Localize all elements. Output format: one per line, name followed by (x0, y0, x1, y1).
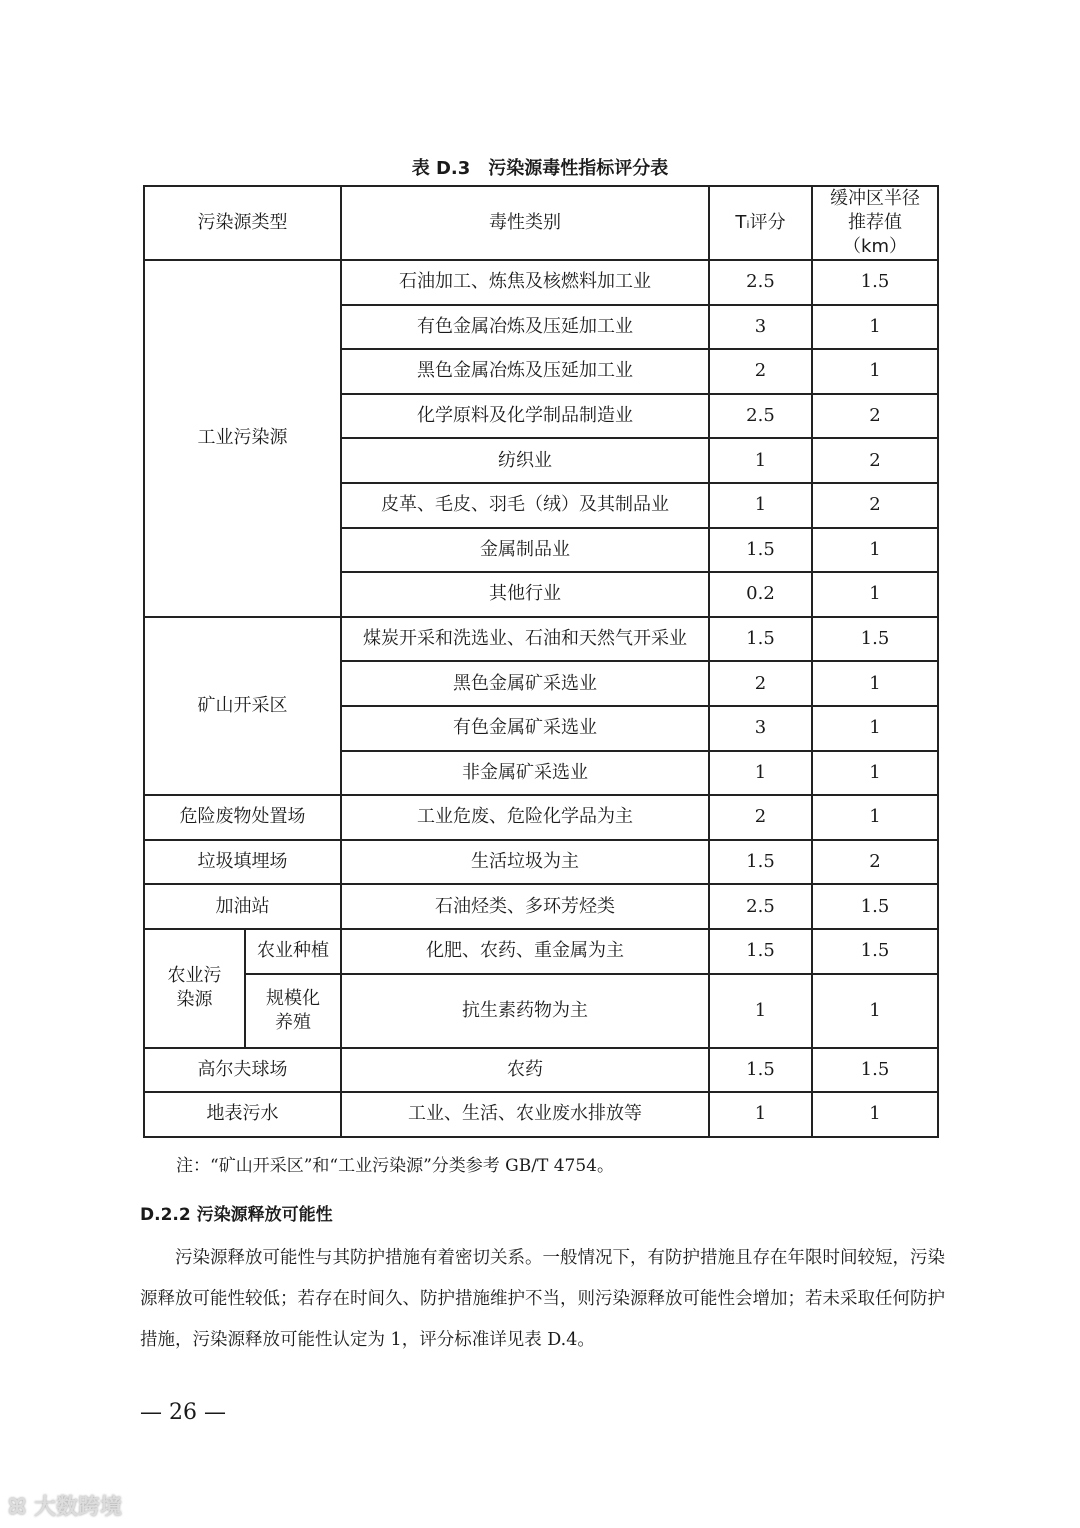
radius-cell: 2 (812, 438, 938, 483)
toxicity-cell: 工业、生活、农业废水排放等 (341, 1092, 709, 1137)
toxicity-cell: 皮革、毛皮、羽毛（绒）及其制品业 (341, 483, 709, 528)
radius-cell: 1 (812, 974, 938, 1048)
table-row (144, 795, 938, 840)
score-cell: 2.5 (709, 394, 812, 439)
score-cell: 1 (709, 1092, 812, 1137)
radius-cell: 2 (812, 483, 938, 528)
radius-cell: 2 (812, 394, 938, 439)
table-row (144, 974, 938, 1048)
section-heading: D.2.2 污染源释放可能性 (140, 1205, 333, 1225)
radius-cell: 1.5 (812, 617, 938, 662)
table-row (144, 260, 938, 305)
header-radius: 缓冲区半径推荐值（km） (812, 186, 938, 260)
toxicity-cell: 抗生素药物为主 (341, 974, 709, 1048)
toxicity-cell: 黑色金属冶炼及压延加工业 (341, 349, 709, 394)
radius-cell: 1.5 (812, 1048, 938, 1093)
source-subtype-cell: 农业种植 (245, 929, 341, 974)
toxicity-cell: 非金属矿采选业 (341, 751, 709, 796)
toxicity-cell: 化学原料及化学制品制造业 (341, 394, 709, 439)
toxicity-cell: 化肥、农药、重金属为主 (341, 929, 709, 974)
radius-cell: 1 (812, 795, 938, 840)
score-cell: 2 (709, 661, 812, 706)
radius-cell: 1 (812, 661, 938, 706)
source-type-cell: 矿山开采区 (144, 617, 341, 795)
toxicity-cell: 其他行业 (341, 572, 709, 617)
radius-cell: 1.5 (812, 260, 938, 305)
page-number: — 26 — (140, 1400, 226, 1425)
toxicity-cell: 有色金属冶炼及压延加工业 (341, 305, 709, 350)
table-row (144, 1092, 938, 1137)
score-cell: 2.5 (709, 260, 812, 305)
radius-cell: 1 (812, 528, 938, 573)
radius-cell: 1.5 (812, 929, 938, 974)
score-cell: 2.5 (709, 884, 812, 929)
toxicity-cell: 煤炭开采和洗选业、石油和天然气开采业 (341, 617, 709, 662)
radius-cell: 1 (812, 305, 938, 350)
table-row (144, 929, 938, 974)
toxicity-score-table (143, 185, 939, 1138)
radius-cell: 2 (812, 840, 938, 885)
score-cell: 2 (709, 795, 812, 840)
score-cell: 3 (709, 305, 812, 350)
source-type-cell: 高尔夫球场 (144, 1048, 341, 1093)
radius-cell: 1.5 (812, 884, 938, 929)
score-cell: 3 (709, 706, 812, 751)
toxicity-cell: 有色金属矿采选业 (341, 706, 709, 751)
header-type: 污染源类型 (144, 186, 341, 260)
score-cell: 1.5 (709, 617, 812, 662)
table-row (144, 884, 938, 929)
score-cell: 1.5 (709, 1048, 812, 1093)
header-score: Tᵢ评分 (709, 186, 812, 260)
score-cell: 1 (709, 438, 812, 483)
source-type-cell: 危险废物处置场 (144, 795, 341, 840)
table-row (144, 617, 938, 662)
radius-cell: 1 (812, 751, 938, 796)
body-paragraph: 污染源释放可能性与其防护措施有着密切关系。一般情况下，有防护措施且存在年限时间较短，污染源释放可能性较低；若存在时间久、防护措施维护不当，则污染源释放可能性会增加；若未采取任何防护措施，污染源释放可能性认定为 1，评分标准详见表 D.4。 (140, 1248, 945, 1350)
source-type-cell: 加油站 (144, 884, 341, 929)
source-subtype-cell: 规模化养殖 (245, 974, 341, 1048)
toxicity-cell: 黑色金属矿采选业 (341, 661, 709, 706)
toxicity-cell: 纺织业 (341, 438, 709, 483)
radius-cell: 1 (812, 1092, 938, 1137)
toxicity-cell: 生活垃圾为主 (341, 840, 709, 885)
table-row (144, 1048, 938, 1093)
score-cell: 1 (709, 974, 812, 1048)
toxicity-cell: 农药 (341, 1048, 709, 1093)
score-cell: 1.5 (709, 840, 812, 885)
toxicity-cell: 石油烃类、多环芳烃类 (341, 884, 709, 929)
source-type-cell: 农业污染源 (144, 929, 245, 1048)
source-type-cell: 工业污染源 (144, 260, 341, 617)
watermark-text: 大数跨境 (33, 1495, 122, 1520)
score-cell: 1 (709, 483, 812, 528)
score-cell: 2 (709, 349, 812, 394)
table-caption: 表 D.3 污染源毒性指标评分表 (411, 158, 669, 179)
watermark-logo: ꕤ 大数跨境 (8, 1495, 122, 1520)
radius-cell: 1 (812, 572, 938, 617)
score-cell: 1 (709, 751, 812, 796)
table-header-row (144, 186, 938, 260)
toxicity-cell: 工业危废、危险化学品为主 (341, 795, 709, 840)
radius-cell: 1 (812, 349, 938, 394)
score-cell: 1.5 (709, 528, 812, 573)
score-cell: 1.5 (709, 929, 812, 974)
source-type-cell: 垃圾填埋场 (144, 840, 341, 885)
toxicity-cell: 石油加工、炼焦及核燃料加工业 (341, 260, 709, 305)
score-cell: 0.2 (709, 572, 812, 617)
header-toxicity: 毒性类别 (341, 186, 709, 260)
table-note: 注：“矿山开采区”和“工业污染源”分类参考 GB/T 4754。 (176, 1156, 614, 1176)
radius-cell: 1 (812, 706, 938, 751)
table-row (144, 840, 938, 885)
toxicity-cell: 金属制品业 (341, 528, 709, 573)
source-type-cell: 地表污水 (144, 1092, 341, 1137)
